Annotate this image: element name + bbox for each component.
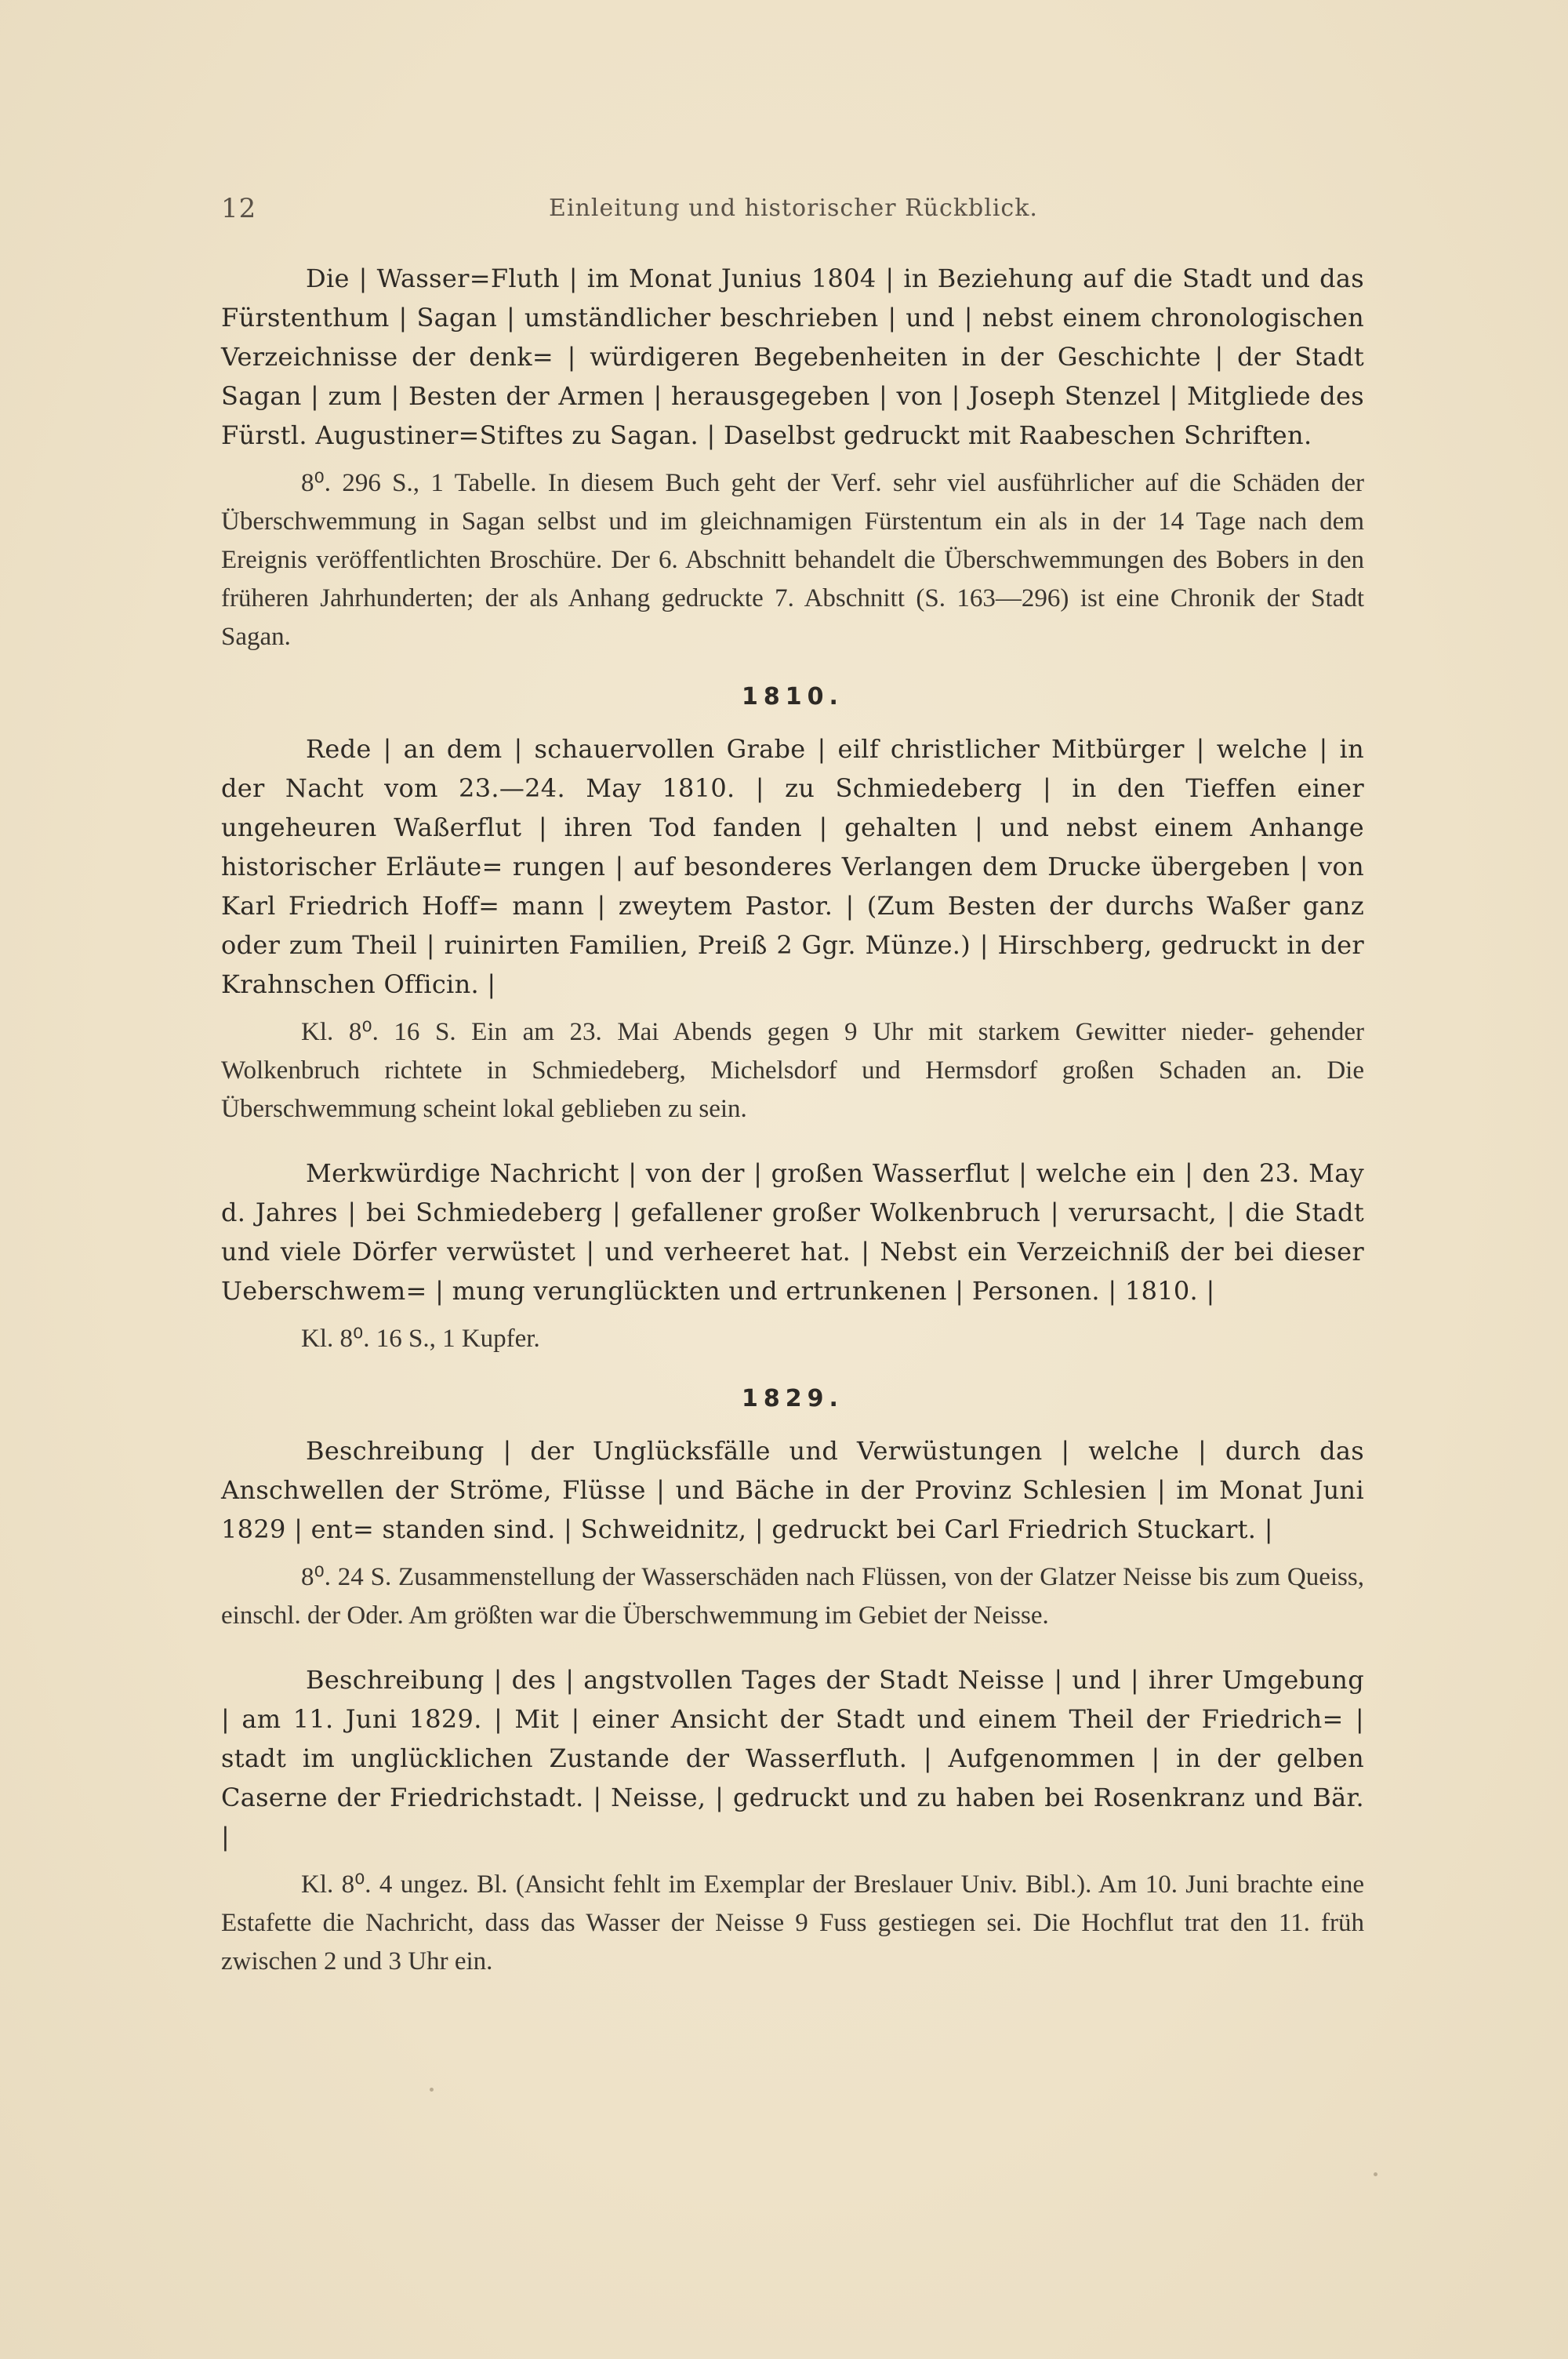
year-heading-1829: 1829. (742, 1385, 844, 1412)
entry-note-1804: 8⁰. 296 S., 1 Tabelle. In diesem Buch geht der Verf. sehr viel ausführlicher auf die Schäden der Überschwemmung in Sagan selbst und im gleichnamigen Fürstentum ein als in der 14 Tage nach dem Ereignis veröffentlichten Broschüre. Der 6. Abschnitt behandelt die Überschwemmungen des Bobers in den früheren Jahrhunderten; der als Anhang gedruckte 7. Abschnitt (S. 163—296) ist eine Chronik der Stadt Sagan. (221, 469, 1364, 651)
entry-title-1810-nachricht: Merkwürdige Nachricht | von der | großen Wasserflut | welche ein | den 23. May d. Jahres | bei Schmiedeberg | gefallener großer Wolkenbruch | verursacht, | die Stadt und viele Dörfer verwüstet | und verheeret hat. | Nebst ein Verzeichniß der bei dieser Ueberschwem= | mung verunglückten und ertrunkenen | Personen. | 1810. | (221, 1158, 1364, 1306)
paper-speck (430, 2088, 434, 2092)
year-heading-1810: 1810. (742, 683, 844, 711)
entry-note-1810-nachricht: Kl. 8⁰. 16 S., 1 Kupfer. (301, 1325, 540, 1353)
entry-note-1810-rede: Kl. 8⁰. 16 S. Ein am 23. Mai Abends gegen 9 Uhr mit starkem Gewitter nieder- gehender Wolkenbruch richtete in Schmiedeberg, Michelsdorf und Hermsdorf großen Schaden an. Die Überschwemmung scheint lokal geblieben zu sein. (221, 1018, 1364, 1123)
entry-title-1810-rede: Rede | an dem | schauervollen Grabe | eilf christlicher Mitbürger | welche | in der Nacht vom 23.—24. May 1810. | zu Schmiedeberg | in den Tieffen einer ungeheuren Waßerflut | ihren Tod fanden | gehalten | und nebst einem Anhange historischer Erläute= rungen | auf besonderes Verlangen dem Drucke übergeben | von Karl Friedrich Hoff= mann | zweytem Pastor. | (Zum Besten der durchs Waßer ganz oder zum Theil | ruinirten Familien, Preiß 2 Ggr. Münze.) | Hirschberg, gedruckt in der Krahnschen Officin. | (221, 734, 1364, 999)
entry-title-1804: Die | Wasser=Fluth | im Monat Junius 1804 | in Beziehung auf die Stadt und das Fürstenthum | Sagan | umständlicher beschrieben | und | nebst einem chronologischen Verzeichnisse der denk= | würdigeren Begebenheiten in der Geschichte | der Stadt Sagan | zum | Besten der Armen | herausgegeben | von | Joseph Stenzel | Mitgliede des Fürstl. Augustiner=Stiftes zu Sagan. | Daselbst gedruckt mit Raabeschen Schriften. (221, 264, 1364, 450)
running-title: Einleitung und historischer Rückblick. (549, 194, 1038, 222)
paper-speck (1374, 2172, 1377, 2176)
page-body (221, 259, 1364, 2006)
page-header (221, 193, 1366, 231)
entry-title-1829-beschreibung: Beschreibung | der Unglücksfälle und Verwüstungen | welche | durch das Anschwellen der Ströme, Flüsse | und Bäche in der Provinz Schlesien | im Monat Juni 1829 | ent= standen sind. | Schweidnitz, | gedruckt bei Carl Friedrich Stuckart. | (221, 1436, 1364, 1544)
entry-note-1829-beschreibung: 8⁰. 24 S. Zusammenstellung der Wasserschäden nach Flüssen, von der Glatzer Neisse bis zum Queiss, einschl. der Oder. Am größten war die Überschwemmung im Gebiet der Neisse. (221, 1563, 1364, 1630)
page-number: 12 (221, 193, 257, 224)
entry-note-1829-neisse: Kl. 8⁰. 4 ungez. Bl. (Ansicht fehlt im Exemplar der Breslauer Univ. Bibl.). Am 10. Juni brachte eine Estafette die Nachricht, dass das Wasser der Neisse 9 Fuss gestiegen sei. Die Hochflut trat den 11. früh zwischen 2 und 3 Uhr ein. (221, 1870, 1364, 1976)
entry-title-1829-neisse: Beschreibung | des | angstvollen Tages der Stadt Neisse | und | ihrer Umgebung | am 11. Juni 1829. | Mit | einer Ansicht der Stadt und einem Theil der Friedrich= | stadt im unglücklichen Zustande der Wasserfluth. | Aufgenommen | in der gelben Caserne der Friedrichstadt. | Neisse, | gedruckt und zu haben bei Rosenkranz und Bär. | (221, 1665, 1364, 1852)
